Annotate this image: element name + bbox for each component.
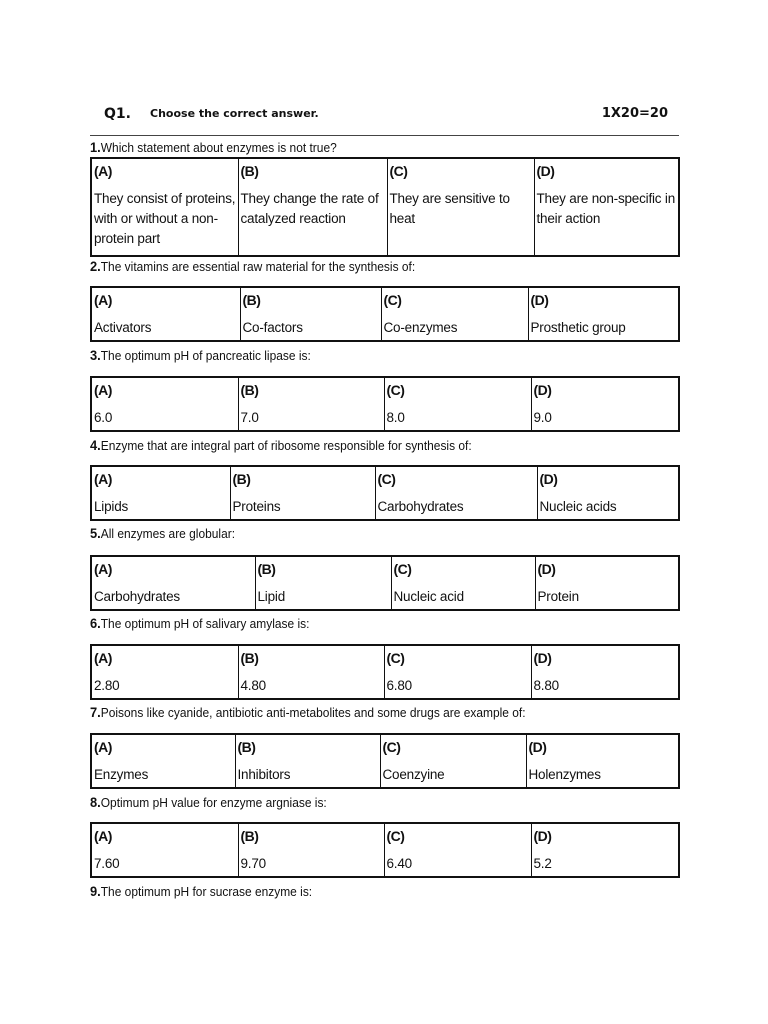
option-c-label: (C) (380, 734, 526, 761)
option-c-label: (C) (387, 158, 534, 185)
option-d-label: (D) (528, 287, 679, 314)
option-b-text: Inhibitors (235, 761, 380, 788)
option-b-text: Lipid (255, 583, 391, 610)
question-4 (90, 437, 472, 453)
option-b-label: (B) (238, 158, 387, 185)
option-b-text: They change the rate of catalyzed reaction (238, 185, 387, 256)
option-a-label: (A) (91, 377, 238, 404)
marks-allocation: 1X20=20 (601, 106, 668, 121)
option-a-label: (A) (91, 734, 235, 761)
question-7 (90, 704, 526, 720)
question-6 (90, 615, 309, 631)
option-d-text: Prosthetic group (528, 314, 679, 341)
question-9 (90, 883, 312, 899)
option-a-text: They consist of proteins, with or without a non-protein part (91, 185, 238, 256)
option-a-label: (A) (91, 556, 255, 583)
option-c-text: They are sensitive to heat (387, 185, 534, 256)
option-c-text: Coenzyine (380, 761, 526, 788)
option-c-label: (C) (391, 556, 535, 583)
option-c-label: (C) (384, 377, 531, 404)
question-5 (90, 525, 235, 541)
option-a-label: (A) (91, 645, 238, 672)
option-c-text: 8.0 (384, 404, 531, 431)
option-d-text: 5.2 (531, 850, 679, 877)
option-d-text: Holenzymes (526, 761, 679, 788)
option-b-text: Co-factors (240, 314, 381, 341)
option-b-text: Proteins (230, 493, 375, 520)
option-a-text: 7.60 (91, 850, 238, 877)
question-6-text: The optimum pH of salivary amylase is: (100, 616, 310, 631)
question-4-options (90, 465, 680, 521)
option-c-label: (C) (384, 823, 531, 850)
question-8-options (90, 822, 680, 878)
option-c-text: Nucleic acid (391, 583, 535, 610)
option-d-text: 8.80 (531, 672, 679, 699)
option-a-text: Enzymes (91, 761, 235, 788)
instruction-text: Choose the correct answer. (150, 107, 319, 120)
option-c-text: 6.80 (384, 672, 531, 699)
question-3-options (90, 376, 680, 432)
question-5-options (90, 555, 680, 611)
option-d-label: (D) (534, 158, 679, 185)
option-b-label: (B) (230, 466, 375, 493)
question-4-number: 4. (90, 437, 101, 453)
option-a-text: 2.80 (91, 672, 238, 699)
question-7-number: 7. (90, 704, 101, 720)
option-a-text: Lipids (91, 493, 230, 520)
option-b-label: (B) (238, 377, 384, 404)
option-c-label: (C) (384, 645, 531, 672)
option-b-label: (B) (235, 734, 380, 761)
page-header (100, 104, 668, 126)
option-a-label: (A) (91, 823, 238, 850)
option-a-text: Carbohydrates (91, 583, 255, 610)
question-3-text: The optimum pH of pancreatic lipase is: (100, 348, 311, 363)
question-8-number: 8. (90, 794, 101, 810)
option-a-label: (A) (91, 158, 238, 185)
question-3 (90, 347, 311, 363)
option-d-text: Protein (535, 583, 679, 610)
header-rule (90, 135, 679, 136)
option-a-text: Activators (91, 314, 240, 341)
option-c-text: Co-enzymes (381, 314, 528, 341)
option-c-label: (C) (375, 466, 537, 493)
question-number: Q1. (104, 106, 131, 122)
question-5-number: 5. (90, 525, 101, 541)
question-4-text: Enzyme that are integral part of ribosome responsible for synthesis of: (100, 438, 472, 453)
option-b-text: 7.0 (238, 404, 384, 431)
option-d-label: (D) (535, 556, 679, 583)
option-d-label: (D) (537, 466, 679, 493)
question-6-number: 6. (90, 615, 101, 631)
option-b-label: (B) (238, 645, 384, 672)
option-b-label: (B) (240, 287, 381, 314)
option-d-label: (D) (531, 377, 679, 404)
option-c-text: 6.40 (384, 850, 531, 877)
question-9-number: 9. (90, 883, 101, 899)
question-7-text: Poisons like cyanide, antibiotic anti-metabolites and some drugs are example of: (100, 705, 526, 720)
option-b-label: (B) (238, 823, 384, 850)
question-2-text: The vitamins are essential raw material for the synthesis of: (100, 259, 416, 274)
question-8 (90, 794, 327, 810)
question-1-number: 1. (90, 139, 101, 155)
option-b-text: 9.70 (238, 850, 384, 877)
question-3-number: 3. (90, 347, 101, 363)
option-a-label: (A) (91, 466, 230, 493)
question-5-text: All enzymes are globular: (100, 526, 236, 541)
option-d-text: Nucleic acids (537, 493, 679, 520)
question-1 (90, 139, 337, 155)
question-9-text: The optimum pH for sucrase enzyme is: (100, 884, 313, 899)
option-a-text: 6.0 (91, 404, 238, 431)
option-c-label: (C) (381, 287, 528, 314)
option-d-label: (D) (531, 645, 679, 672)
option-d-label: (D) (526, 734, 679, 761)
question-2 (90, 258, 415, 274)
question-1-text: Which statement about enzymes is not true? (100, 140, 337, 155)
question-2-number: 2. (90, 258, 101, 274)
option-a-label: (A) (91, 287, 240, 314)
question-1-options (90, 157, 680, 257)
option-d-text: 9.0 (531, 404, 679, 431)
option-d-label: (D) (531, 823, 679, 850)
option-b-text: 4.80 (238, 672, 384, 699)
question-2-options (90, 286, 680, 342)
option-c-text: Carbohydrates (375, 493, 537, 520)
option-b-label: (B) (255, 556, 391, 583)
option-d-text: They are non-specific in their action (534, 185, 679, 256)
question-8-text: Optimum pH value for enzyme argniase is: (100, 795, 327, 810)
question-6-options (90, 644, 680, 700)
question-7-options (90, 733, 680, 789)
